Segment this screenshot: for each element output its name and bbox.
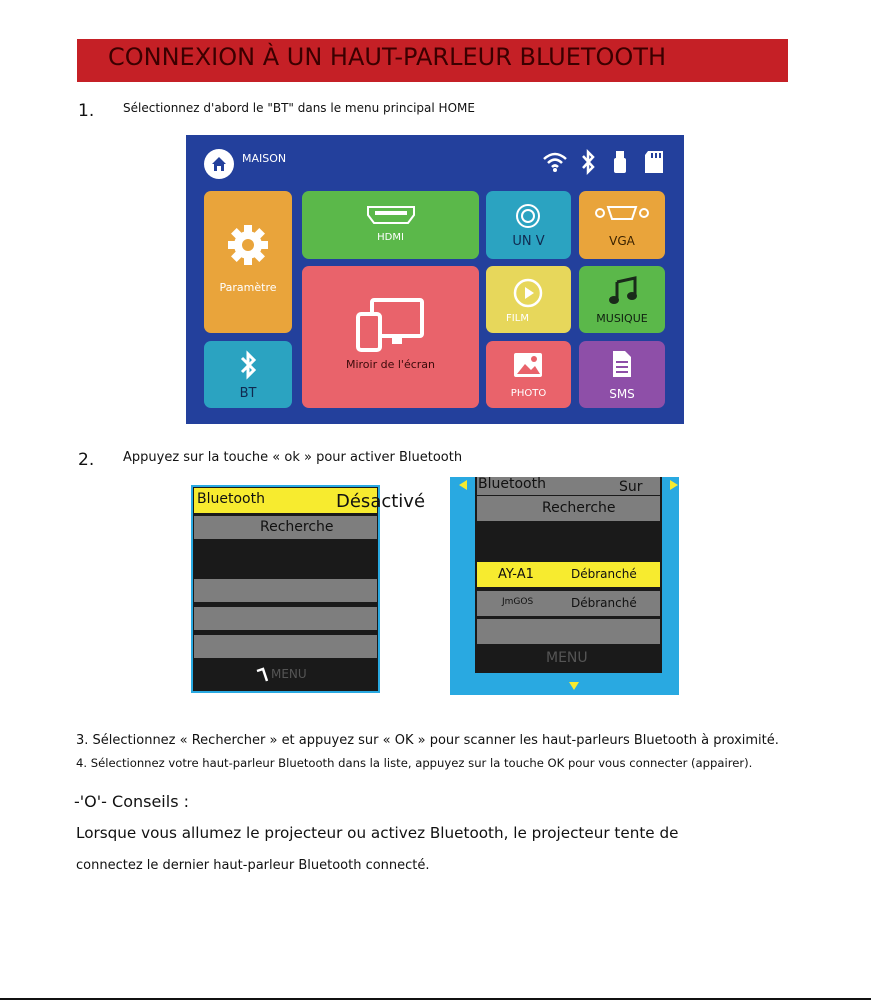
list-item — [194, 607, 377, 630]
tile-hdmi[interactable] — [302, 191, 479, 259]
vga-icon — [594, 205, 650, 221]
home-screen-title: MAISON — [242, 152, 287, 165]
bluetooth-icon — [239, 350, 257, 380]
list-item — [194, 579, 377, 602]
tile-music-label: MUSIQUE — [596, 312, 648, 325]
step-number-1: 1. — [78, 101, 95, 121]
menu-label: MENU — [271, 667, 307, 681]
music-note-icon — [607, 276, 639, 304]
search-label: Recherche — [260, 519, 334, 535]
tile-sms-label: SMS — [609, 387, 635, 401]
hdmi-icon — [366, 205, 416, 225]
tile-screen-mirror[interactable] — [302, 266, 479, 408]
arrow-left-icon — [458, 479, 468, 491]
bluetooth-state-label: Désactivé — [336, 491, 426, 512]
bluetooth-icon — [580, 149, 596, 175]
wifi-icon — [542, 151, 568, 173]
play-icon — [513, 278, 543, 308]
tips-line-1: Lorsque vous allumez le projecteur ou activez Bluetooth, le projecteur tente de — [76, 824, 679, 842]
step-number-2: 2. — [78, 450, 95, 470]
bluetooth-on-screen — [450, 477, 679, 695]
photo-icon — [512, 351, 544, 379]
bluetooth-off-screen — [191, 485, 380, 693]
bluetooth-label: Bluetooth — [197, 491, 265, 507]
tile-photo-label: PHOTO — [510, 388, 547, 399]
list-item — [477, 619, 660, 644]
tile-settings-label: Paramètre — [219, 281, 277, 294]
back-arrow-icon — [255, 667, 269, 683]
list-item — [194, 635, 377, 658]
device-name: JmGOS — [502, 597, 534, 607]
tile-film[interactable] — [486, 266, 571, 333]
page-title: CONNEXION À UN HAUT-PARLEUR BLUETOOTH — [108, 43, 667, 71]
tile-bt[interactable] — [204, 341, 292, 408]
tips-heading: -'O'- Conseils : — [74, 792, 190, 811]
tile-film-label: FILM — [506, 313, 529, 324]
tile-av[interactable] — [486, 191, 571, 259]
device-status: Débranché — [571, 596, 637, 610]
gear-icon — [226, 223, 270, 267]
bluetooth-state-label: Sur — [619, 479, 643, 495]
arrow-right-icon — [669, 479, 679, 491]
home-icon — [204, 149, 234, 179]
tile-vga-label: VGA — [609, 234, 635, 248]
av-icon — [515, 203, 541, 229]
screen-mirror-icon — [356, 298, 426, 352]
arrow-down-icon — [568, 681, 580, 691]
step-text-2: Appuyez sur la touche « ok » pour activer Bluetooth — [123, 450, 463, 465]
tile-hdmi-label: HDMI — [377, 232, 404, 243]
menu-label: MENU — [546, 650, 588, 666]
bluetooth-label: Bluetooth — [478, 476, 546, 492]
tile-settings[interactable] — [204, 191, 292, 333]
tile-vga[interactable] — [579, 191, 665, 259]
step-text-4: 4. Sélectionnez votre haut-parleur Bluetooth dans la liste, appuyez sur la touche OK pour vous connecter (appairer). — [76, 756, 753, 770]
tile-bt-label: BT — [239, 386, 257, 401]
step-text-1: Sélectionnez d'abord le "BT" dans le menu principal HOME — [123, 101, 475, 115]
divider — [0, 998, 871, 1000]
tile-av-label: UN V — [512, 234, 545, 249]
document-icon — [611, 349, 633, 379]
sd-card-icon — [642, 149, 666, 175]
tips-line-2: connectez le dernier haut-parleur Bluetooth connecté. — [76, 858, 430, 873]
tile-sms[interactable] — [579, 341, 665, 408]
device-status: Débranché — [571, 567, 637, 581]
usb-icon — [612, 149, 628, 175]
device-name: AY-A1 — [498, 567, 534, 582]
tile-music[interactable] — [579, 266, 665, 333]
tile-screen-mirror-label: Miroir de l'écran — [345, 358, 435, 371]
home-screen — [186, 135, 684, 424]
tile-photo[interactable] — [486, 341, 571, 408]
step-text-3: 3. Sélectionnez « Rechercher » et appuyez sur « OK » pour scanner les haut-parleurs Bluetooth à proximité. — [76, 733, 779, 748]
search-label: Recherche — [542, 500, 616, 516]
